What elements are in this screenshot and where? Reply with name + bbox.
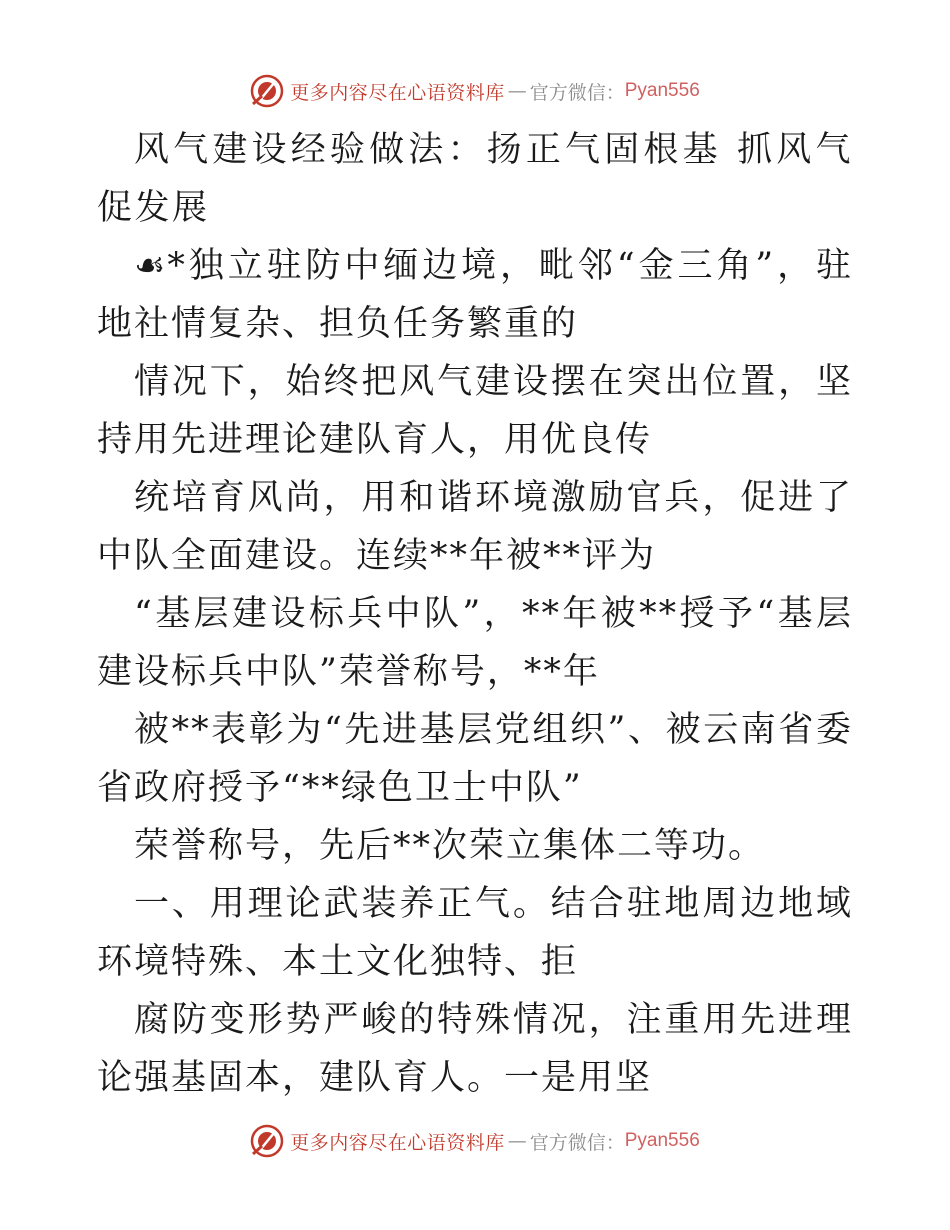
document-body bbox=[97, 121, 853, 1107]
brand-logo-icon bbox=[250, 1124, 284, 1158]
banner-dash: — bbox=[507, 80, 527, 102]
paragraph: 一、用理论武装养正气。结合驻地周边地域环境特殊、本土文化独特、拒 bbox=[97, 884, 853, 982]
brand-logo-icon bbox=[250, 74, 284, 108]
banner-text: 更多内容尽在心语资料库 bbox=[290, 81, 505, 104]
paragraph: 统培育风尚，用和谐环境激励官兵，促进了中队全面建设。连续**年被**评为 bbox=[97, 478, 853, 576]
banner-text: 更多内容尽在心语资料库 bbox=[290, 1131, 505, 1154]
paragraph: “基层建设标兵中队”，**年被**授予“基层建设标兵中队”荣誉称号，**年 bbox=[97, 594, 853, 692]
paragraph: ☙*独立驻防中缅边境，毗邻“金三角”，驻地社情复杂、担负任务繁重的 bbox=[97, 246, 853, 344]
banner-wechat-label: 官方微信： bbox=[529, 81, 625, 104]
header-banner[interactable] bbox=[0, 71, 950, 111]
paragraph: 情况下，始终把风气建设摆在突出位置，坚持用先进理论建队育人，用优良传 bbox=[97, 362, 853, 460]
footer-banner[interactable] bbox=[0, 1121, 950, 1161]
paragraph: 腐防变形势严峻的特殊情况，注重用先进理论强基固本，建队育人。一是用坚 bbox=[97, 1000, 853, 1098]
banner-dash: — bbox=[507, 1130, 527, 1152]
paragraph: 被**表彰为“先进基层党组织”、被云南省委省政府授予“**绿色卫士中队” bbox=[97, 710, 853, 808]
paragraph: 荣誉称号，先后**次荣立集体二等功。 bbox=[134, 826, 766, 866]
banner-wechat-id: Pyan556 bbox=[624, 80, 700, 101]
document-title: 风气建设经验做法：扬正气固根基 抓风气促发展 bbox=[97, 130, 853, 228]
banner-wechat-id: Pyan556 bbox=[624, 1130, 700, 1151]
banner-wechat-label: 官方微信： bbox=[529, 1131, 625, 1154]
